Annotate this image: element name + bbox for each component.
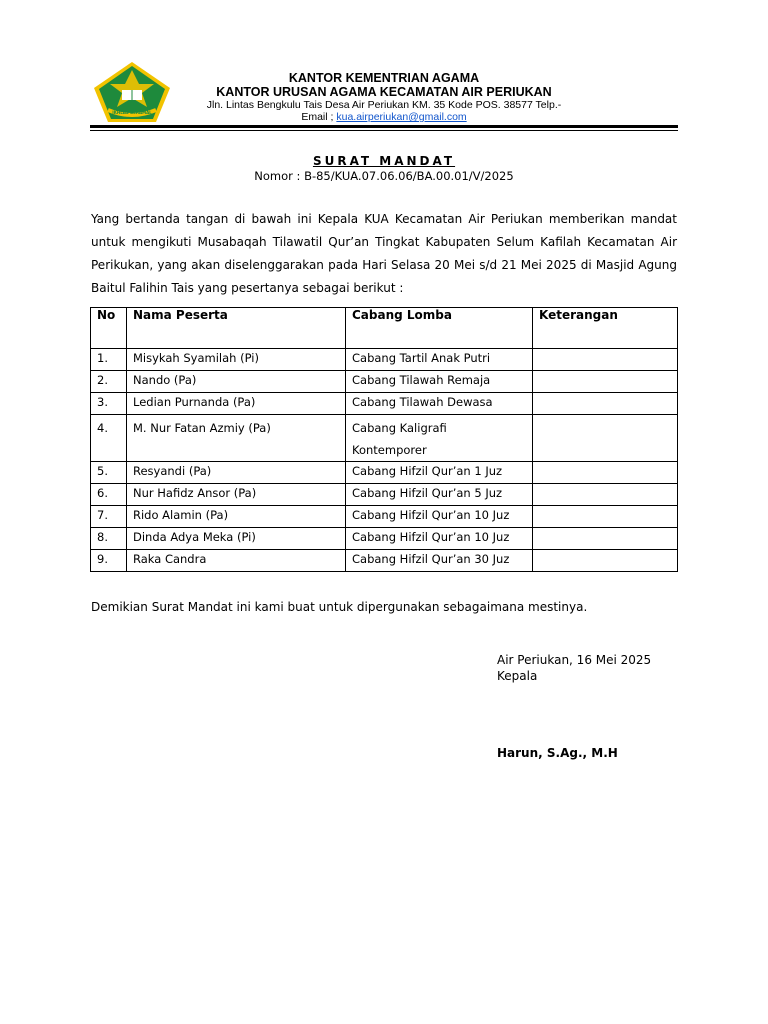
- cell-no: 1.: [91, 349, 127, 371]
- cell-no: 2.: [91, 371, 127, 393]
- cell-no: 8.: [91, 528, 127, 550]
- cell-note: [533, 371, 678, 393]
- participants-table: [90, 307, 678, 572]
- table-row: [91, 393, 678, 415]
- letterhead-ministry: KANTOR KEMENTRIAN AGAMA: [288, 71, 480, 85]
- kemenag-logo: [92, 60, 172, 124]
- table-row: [91, 371, 678, 393]
- cell-note: [533, 528, 678, 550]
- cell-no: 9.: [91, 550, 127, 572]
- cell-note: [533, 349, 678, 371]
- signer-name: Harun, S.Ag., M.H: [497, 746, 618, 760]
- letterhead-address: Jln. Lintas Bengkulu Tais Desa Air Periukan KM. 35 Kode POS. 38577 Telp.-: [206, 99, 562, 111]
- table-header-row: [91, 308, 678, 349]
- header-no: No: [91, 308, 127, 349]
- header-branch: Cabang Lomba: [346, 308, 533, 349]
- cell-branch: Cabang Hifzil Qur’an 10 Juz: [346, 506, 533, 528]
- cell-name: Nando (Pa): [127, 371, 346, 393]
- cell-note: [533, 393, 678, 415]
- cell-note: [533, 462, 678, 484]
- cell-note: [533, 415, 678, 462]
- header-name: Nama Peserta: [127, 308, 346, 349]
- letter-title: SURAT MANDAT: [312, 154, 456, 168]
- cell-branch: Cabang Hifzil Qur’an 30 Juz: [346, 550, 533, 572]
- letter-intro: Yang bertanda tangan di bawah ini Kepala KUA Kecamatan Air Periukan memberikan mandat untuk mengikuti Musabaqah Tilawatil Qur’an Tingkat Kabupaten Selum Kafilah Kecamatan Air Perikukan, yang akan diselenggarakan pada Hari Selasa 20 Mei s/d 21 Mei 2025 di Masjid Agung Baitul Falihin Tais yang pesertanya sebagai berikut :: [91, 212, 677, 295]
- table-row: [91, 462, 678, 484]
- cell-branch: Cabang Hifzil Qur’an 1 Juz: [346, 462, 533, 484]
- cell-no: 6.: [91, 484, 127, 506]
- table-row: [91, 484, 678, 506]
- table-row: [91, 506, 678, 528]
- letterhead-rule-thin: [90, 130, 678, 131]
- letter-closing: Demikian Surat Mandat ini kami buat untuk dipergunakan sebagaimana mestinya.: [91, 600, 588, 614]
- cell-branch: Cabang Tartil Anak Putri: [346, 349, 533, 371]
- cell-branch: Cabang Hifzil Qur’an 10 Juz: [346, 528, 533, 550]
- signer-position: Kepala: [497, 669, 538, 683]
- cell-name: Dinda Adya Meka (Pi): [127, 528, 346, 550]
- table-row: [91, 528, 678, 550]
- cell-note: [533, 484, 678, 506]
- cell-branch: Cabang Tilawah Remaja: [346, 371, 533, 393]
- email-link[interactable]: kua.airperiukan@gmail.com: [336, 111, 467, 123]
- cell-name: Resyandi (Pa): [127, 462, 346, 484]
- cell-no: 7.: [91, 506, 127, 528]
- cell-no: 3.: [91, 393, 127, 415]
- cell-branch: Cabang Hifzil Qur’an 5 Juz: [346, 484, 533, 506]
- letterhead: [180, 71, 588, 123]
- table-row: [91, 349, 678, 371]
- cell-note: [533, 506, 678, 528]
- letterhead-office: KANTOR URUSAN AGAMA KECAMATAN AIR PERIUKAN: [216, 85, 552, 99]
- signature-block: [497, 652, 651, 684]
- cell-note: [533, 550, 678, 572]
- header-note: Keterangan: [533, 308, 678, 349]
- cell-branch-line1: Cabang Kaligrafi: [352, 421, 447, 435]
- cell-branch: [346, 415, 533, 462]
- email-label: Email ;: [301, 111, 334, 123]
- letterhead-rule-thick: [90, 125, 678, 128]
- letter-number: Nomor : B-85/KUA.07.06.06/BA.00.01/V/2025: [254, 169, 514, 183]
- cell-name: Raka Candra: [127, 550, 346, 572]
- cell-no: 5.: [91, 462, 127, 484]
- table-row: [91, 415, 678, 462]
- cell-name: M. Nur Fatan Azmiy (Pa): [127, 415, 346, 462]
- cell-name: Misykah Syamilah (Pi): [127, 349, 346, 371]
- svg-text:IKHLAS BERAMAL: IKHLAS BERAMAL: [112, 110, 152, 115]
- cell-branch-line2: Kontemporer: [352, 443, 427, 457]
- cell-branch: Cabang Tilawah Dewasa: [346, 393, 533, 415]
- place-date: Air Periukan, 16 Mei 2025: [497, 653, 652, 667]
- cell-name: Rido Alamin (Pa): [127, 506, 346, 528]
- cell-name: Nur Hafidz Ansor (Pa): [127, 484, 346, 506]
- cell-name: Ledian Purnanda (Pa): [127, 393, 346, 415]
- table-row: [91, 550, 678, 572]
- letterhead-email-line: [180, 111, 588, 123]
- cell-no: 4.: [91, 415, 127, 462]
